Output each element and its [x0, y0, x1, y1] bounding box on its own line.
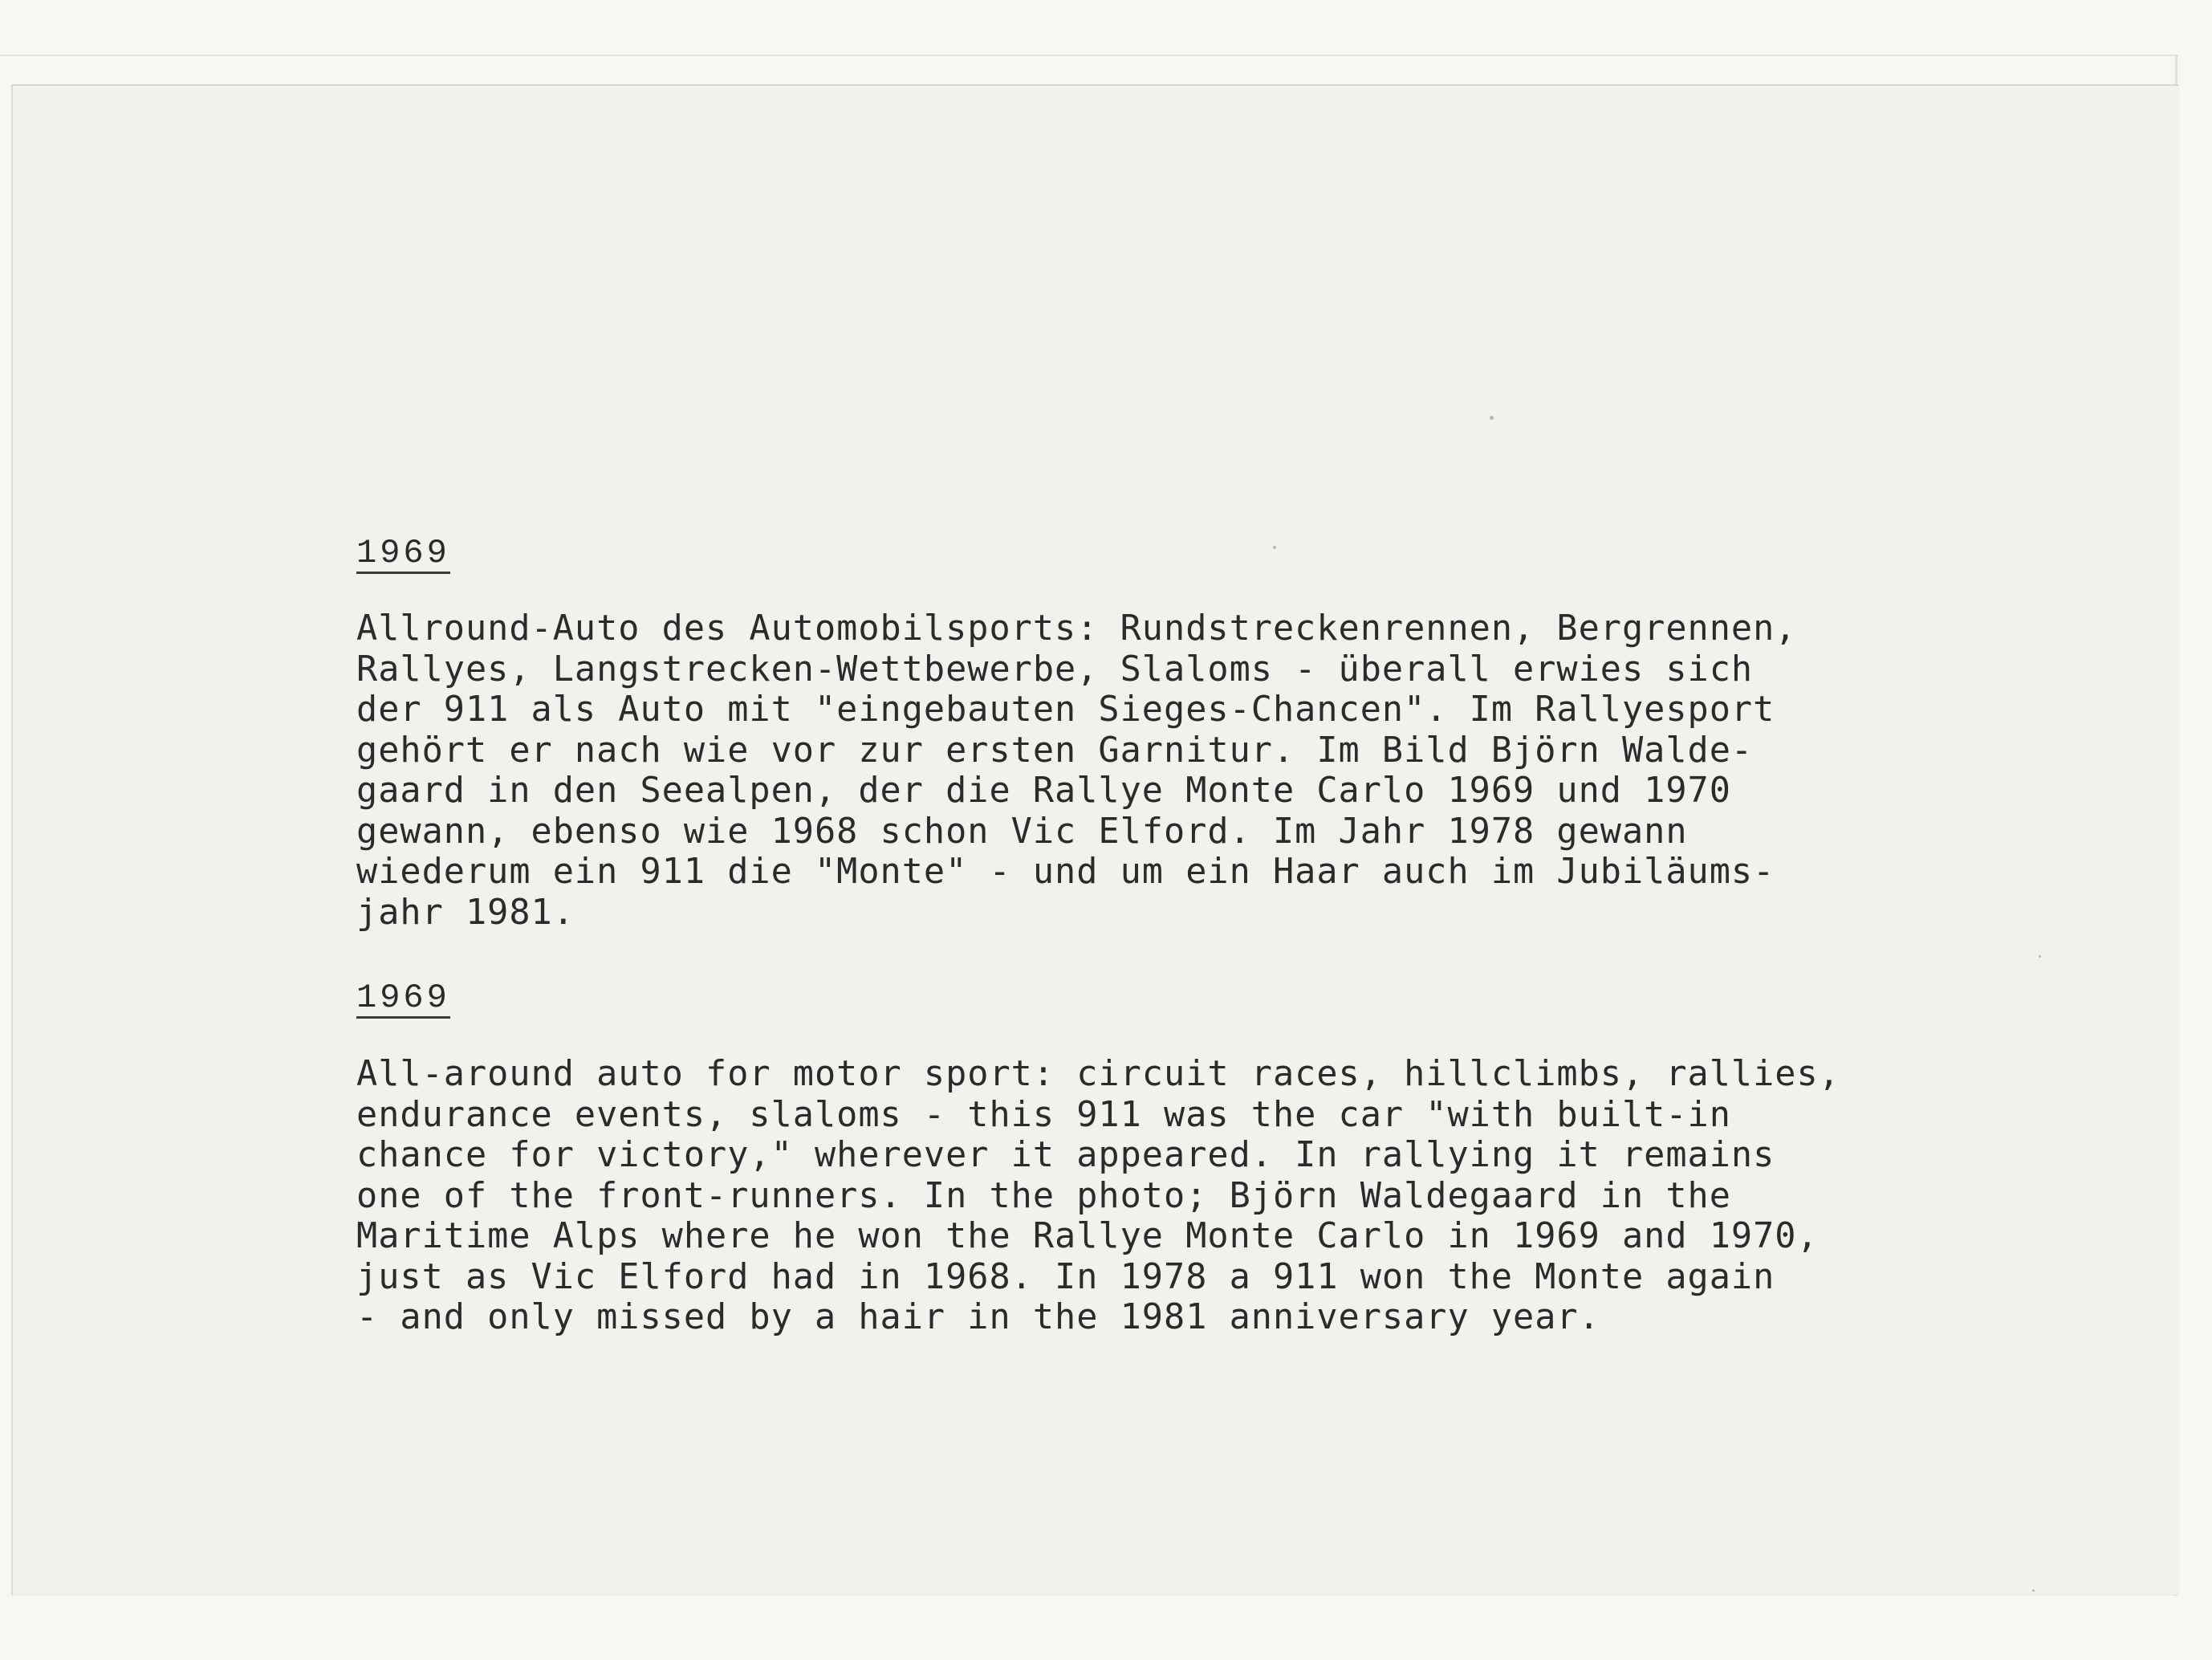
dust-speck [1490, 416, 1494, 420]
german-line-2: Rallyes, Langstrecken-Wettbewerbe, Slaloms - überall erwies sich [356, 649, 1754, 690]
german-line-4: gehört er nach wie vor zur ersten Garnitur. Im Bild Björn Walde- [356, 730, 1754, 771]
german-year-heading [356, 536, 450, 574]
german-line-3: der 911 als Auto mit "eingebauten Sieges-Chancen". Im Rallyesport [356, 690, 1775, 730]
english-caption [356, 1054, 2122, 1338]
english-year-heading [356, 981, 450, 1019]
german-year-text: 1969 [356, 534, 450, 572]
english-line-5: Maritime Alps where he won the Rallye Monte Carlo in 1969 and 1970, [356, 1216, 1819, 1256]
dust-speck [1273, 546, 1276, 549]
english-line-1: All-around auto for motor sport: circuit races, hillclimbs, rallies, [356, 1054, 1840, 1094]
german-line-5: gaard in den Seealpen, der die Rallye Monte Carlo 1969 und 1970 [356, 771, 1731, 811]
english-line-4: one of the front-runners. In the photo; Björn Waldegaard in the [356, 1175, 1731, 1216]
dust-speck [2032, 1589, 2035, 1592]
german-line-7: wiederum ein 911 die "Monte" - und um ein Haar auch im Jubiläums- [356, 852, 1775, 892]
english-line-2: endurance events, slaloms - this 911 was the car "with built-in [356, 1094, 1731, 1135]
german-line-1: Allround-Auto des Automobilsports: Rundstreckenrennen, Bergrennen, [356, 608, 1797, 649]
german-line-8: jahr 1981. [356, 892, 575, 933]
german-line-6: gewann, ebenso wie 1968 schon Vic Elford. Im Jahr 1978 gewann [356, 811, 1688, 852]
english-line-3: chance for victory," wherever it appeared. In rallying it remains [356, 1135, 1775, 1175]
english-line-6: just as Vic Elford had in 1968. In 1978 a 911 won the Monte again [356, 1256, 1775, 1297]
dust-speck [2039, 955, 2041, 958]
sheet-top-edge [0, 55, 2178, 56]
english-line-7: - and only missed by a hair in the 1981 anniversary year. [356, 1297, 1600, 1337]
german-caption [356, 608, 2122, 933]
english-year-text: 1969 [356, 979, 450, 1017]
